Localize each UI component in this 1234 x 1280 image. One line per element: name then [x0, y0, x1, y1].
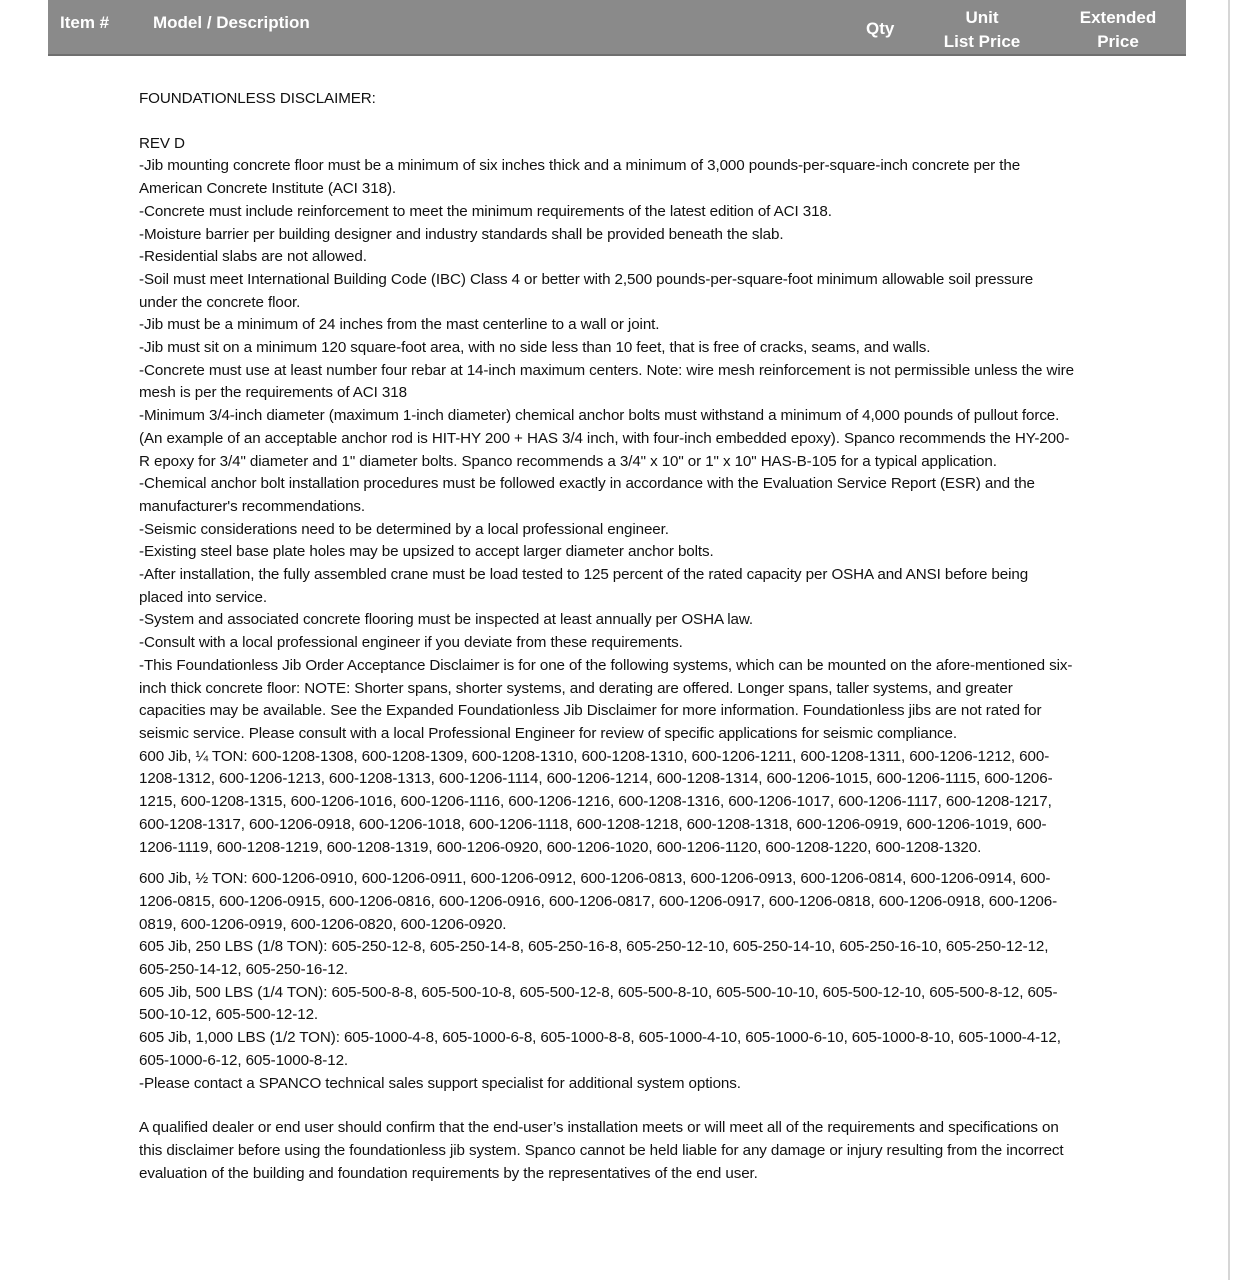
requirement-item: -This Foundationless Jib Order Acceptance Disclaimer is for one of the following systems, which can be mounted on the afore-mentioned six-inch thick concrete floor: NOTE: Shorter spans, shorter systems, and derating are offered. Longer spans, taller systems, and greater capacities may be available. See the Expanded Foundationless Jib Disclaimer for more information. Foundationless jibs are not rated for seismic service. Please consult with a local Professional Engineer for review of specific applications for seismic compliance.	[139, 656, 1073, 742]
liability-statement: A qualified dealer or end user should confirm that the end-user’s installation meets or will meet all of the requirements and specifications on this disclaimer before using the foundationless jib system. Spanco cannot be held liable for any damage or injury resulting from the incorrect evaluation of the building and foundation requirements by the representatives of the end user.	[139, 1119, 1064, 1182]
spacer	[139, 859, 1074, 868]
disclaimer-title: FOUNDATIONLESS DISCLAIMER:	[139, 90, 376, 107]
contact-note: -Please contact a SPANCO technical sales support specialist for additional system options.	[139, 1074, 741, 1092]
header-unit-list-price	[932, 6, 1032, 54]
header-item-number: Item #	[60, 13, 110, 32]
model-list-600-quarter-ton: 600 Jib, ¼ TON: 600-1208-1308, 600-1208-1309, 600-1208-1310, 600-1208-1310, 600-1206-1211, 600-1208-1311, 600-1206-1212, 600-1208-1312, 600-1206-1213, 600-1208-1313, 600-1206-1114, 600-1206-1214, 600-1208-1314, 600-1206-1015, 600-1206-1115, 600-1206-1215, 600-1208-1315, 600-1206-1016, 600-1206-1116, 600-1206-1216, 600-1208-1316, 600-1206-1017, 600-1206-1117, 600-1208-1217, 600-1208-1317, 600-1206-0918, 600-1206-1018, 600-1206-1118, 600-1208-1218, 600-1208-1318, 600-1206-0919, 600-1206-1019, 600-1206-1119, 600-1208-1219, 600-1208-1319, 600-1206-0920, 600-1206-1020, 600-1206-1120, 600-1208-1220, 600-1208-1320.	[139, 747, 1053, 856]
header-model-description: Model / Description	[153, 13, 310, 32]
model-list-605-250-lbs: 605 Jib, 250 LBS (1/8 TON): 605-250-12-8, 605-250-14-8, 605-250-16-8, 605-250-12-10, 605-250-14-10, 605-250-16-10, 605-250-12-12, 605-250-14-12, 605-250-16-12.	[139, 938, 1049, 979]
requirement-item: -Moisture barrier per building designer and industry standards shall be provided beneath the slab.	[139, 225, 784, 243]
revision-label: REV D	[139, 134, 185, 152]
disclaimer-body	[139, 88, 1074, 1185]
model-list-605-1000-lbs: 605 Jib, 1,000 LBS (1/2 TON): 605-1000-4-8, 605-1000-6-8, 605-1000-8-8, 605-1000-4-10, 605-1000-6-10, 605-1000-8-10, 605-1000-4-12, 605-1000-6-12, 605-1000-8-12.	[139, 1029, 1061, 1069]
spacer	[139, 111, 1074, 133]
requirement-item: -Consult with a local professional engineer if you deviate from these requirements.	[139, 634, 683, 652]
spacer	[139, 1095, 1074, 1117]
header-extended-price	[1068, 6, 1168, 54]
header-unit-line1: Unit	[965, 8, 999, 27]
header-qty: Qty	[866, 19, 895, 38]
model-list-600-half-ton: 600 Jib, ½ TON: 600-1206-0910, 600-1206-0911, 600-1206-0912, 600-1206-0813, 600-1206-0913, 600-1206-0814, 600-1206-0914, 600-1206-0815, 600-1206-0915, 600-1206-0816, 600-1206-0916, 600-1206-0817, 600-1206-0917, 600-1206-0818, 600-1206-0918, 600-1206-0819, 600-1206-0919, 600-1206-0820, 600-1206-0920.	[139, 870, 1058, 933]
requirement-item: -After installation, the fully assembled crane must be load tested to 125 percent of the rated capacity per OSHA and ANSI before being placed into service.	[139, 566, 1029, 606]
table-header	[48, 0, 1186, 56]
header-unit-line2: List Price	[943, 32, 1021, 51]
model-list-605-500-lbs: 605 Jib, 500 LBS (1/4 TON): 605-500-8-8, 605-500-10-8, 605-500-12-8, 605-500-8-10, 605-500-10-10, 605-500-12-10, 605-500-8-12, 605-500-10-12, 605-500-12-12.	[139, 983, 1058, 1024]
requirement-item: -Existing steel base plate holes may be upsized to accept larger diameter anchor bolts.	[139, 543, 714, 561]
requirement-item: -System and associated concrete flooring must be inspected at least annually per OSHA law.	[139, 611, 754, 629]
requirement-item: -Concrete must include reinforcement to meet the minimum requirements of the latest edition of ACI 318.	[139, 202, 832, 220]
requirement-item: -Concrete must use at least number four rebar at 14-inch maximum centers. Note: wire mesh reinforcement is not permissible unless the wire mesh is per the requirements of ACI 318	[139, 361, 1074, 402]
requirement-item: -Soil must meet International Building Code (IBC) Class 4 or better with 2,500 pounds-per-square-foot minimum allowable soil pressure under the concrete floor.	[139, 270, 1034, 311]
header-ext-line1: Extended	[1079, 8, 1157, 27]
requirement-item: -Seismic considerations need to be determined by a local professional engineer.	[139, 520, 669, 538]
requirement-item: -Chemical anchor bolt installation procedures must be followed exactly in accordance with the Evaluation Service Report (ESR) and the manufacturer's recommendations.	[139, 475, 1035, 515]
requirement-item: -Jib must sit on a minimum 120 square-foot area, with no side less than 10 feet, that is free of cracks, seams, and walls.	[139, 339, 931, 357]
requirement-item: -Jib must be a minimum of 24 inches from the mast centerline to a wall or joint.	[139, 316, 660, 334]
header-ext-line2: Price	[1097, 32, 1139, 51]
page-edge-divider	[1228, 0, 1230, 1280]
requirement-item: -Residential slabs are not allowed.	[139, 248, 367, 266]
requirement-item: -Minimum 3/4-inch diameter (maximum 1-inch diameter) chemical anchor bolts must withstand a minimum of 4,000 pounds of pullout force. (An example of an acceptable anchor rod is HIT-HY 200 + HAS 3/4 inch, with four-inch embedded epoxy). Spanco recommends the HY-200-R epoxy for 3/4" diameter and 1" diameter bolts. Spanco recommends a 3/4" x 10" or 1" x 10" HAS-B-105 for a typical application.	[139, 407, 1070, 470]
requirement-item: -Jib mounting concrete floor must be a minimum of six inches thick and a minimum of 3,000 pounds-per-square-inch concrete per the American Concrete Institute (ACI 318).	[139, 157, 1021, 198]
